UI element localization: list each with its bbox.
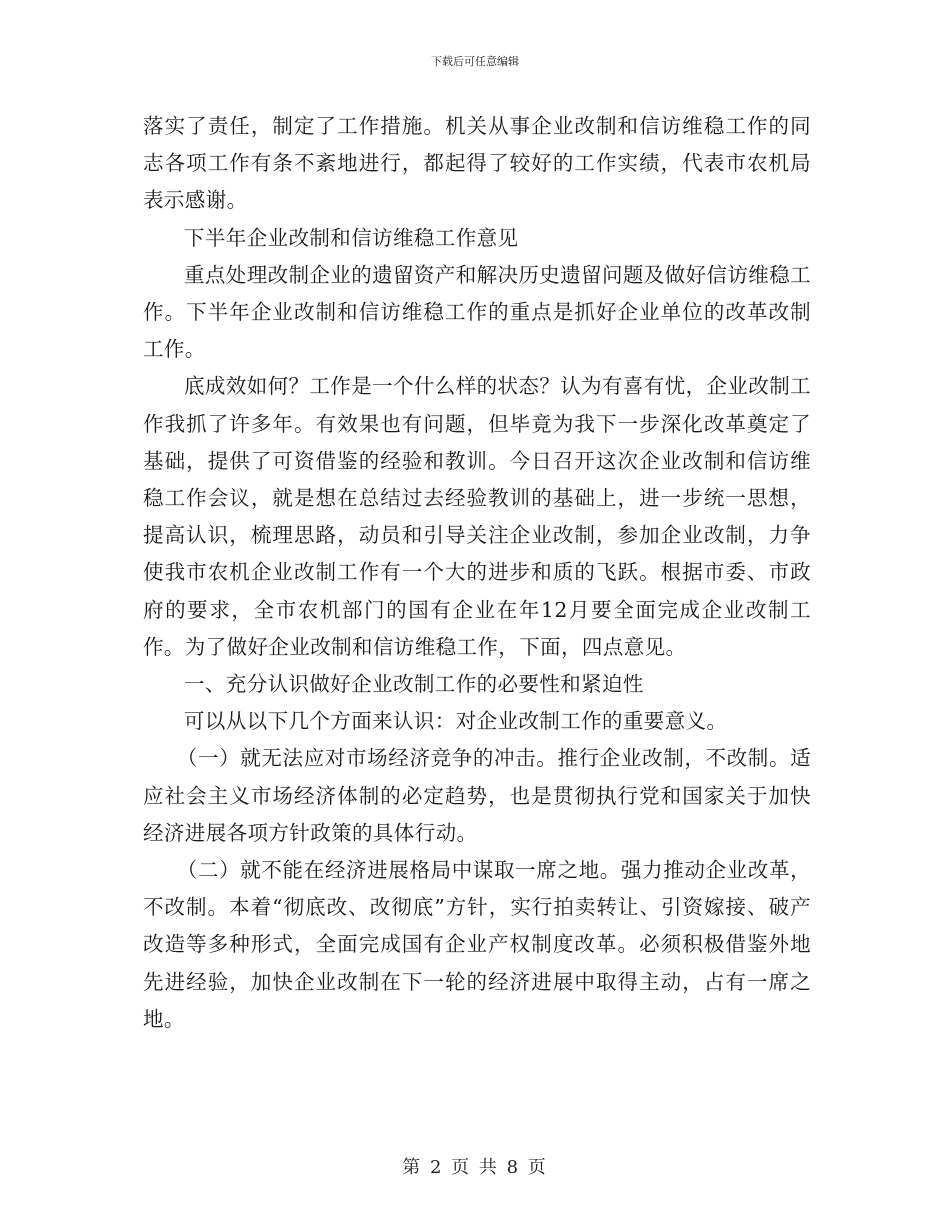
paragraph: 底成效如何？工作是一个什么样的状态？认为有喜有忧，企业改制工作我抓了许多年。有效果也有问题，但毕竟为我下一步深化改革奠定了基础，提供了可资借鉴的经验和教训。今日召开这次企业改制和信访维稳工作会议，就是想在总结过去经验教训的基础上，进一步统一思想，提高认识，梳理思路，动员和引导关注企业改制，参加企业改制，力争使我市农机企业改制工作有一个大的进步和质的飞跃。根据市委、市政府的要求，全市农机部门的国有企业在年12月要全面完成企业改制工作。为了做好企业改制和信访维稳工作，下面，四点意见。 (143, 374, 811, 659)
section-heading: 下半年企业改制和信访维稳工作意见 (184, 225, 519, 250)
page-number: 第 2 页 共 8 页 (402, 1157, 548, 1178)
document-body (143, 108, 811, 1038)
paragraph: 落实了责任，制定了工作措施。机关从事企业改制和信访维稳工作的同志各项工作有条不紊地进行，都起得了较好的工作实绩，代表市农机局表示感谢。 (143, 114, 811, 213)
paragraph: （一）就无法应对市场经济竞争的冲击。推行企业改制，不改制。适应社会主义市场经济体制的必定趋势，也是贯彻执行党和国家关于加快经济进展各项方针政策的具体行动。 (143, 746, 811, 845)
paragraph: 可以从以下几个方面来认识：对企业改制工作的重要意义。 (184, 709, 728, 734)
page-header-note: 下载后可任意编辑 (431, 55, 519, 68)
section-heading: 一、充分认识做好企业改制工作的必要性和紧迫性 (184, 672, 644, 697)
paragraph: 重点处理改制企业的遗留资产和解决历史遗留问题及做好信访维稳工作。下半年企业改制和信访维稳工作的重点是抓好企业单位的改革改制工作。 (143, 262, 811, 362)
paragraph: （二）就不能在经济进展格局中谋取一席之地。强力推动企业改革，不改制。本着“彻底改、改彻底”方针，实行拍卖转让、引资嫁接、破产改造等多种形式，全面完成国有企业产权制度改革。必须积极借鉴外地先进经验，加快企业改制在下一轮的经济进展中取得主动，占有一席之地。 (143, 858, 811, 1031)
